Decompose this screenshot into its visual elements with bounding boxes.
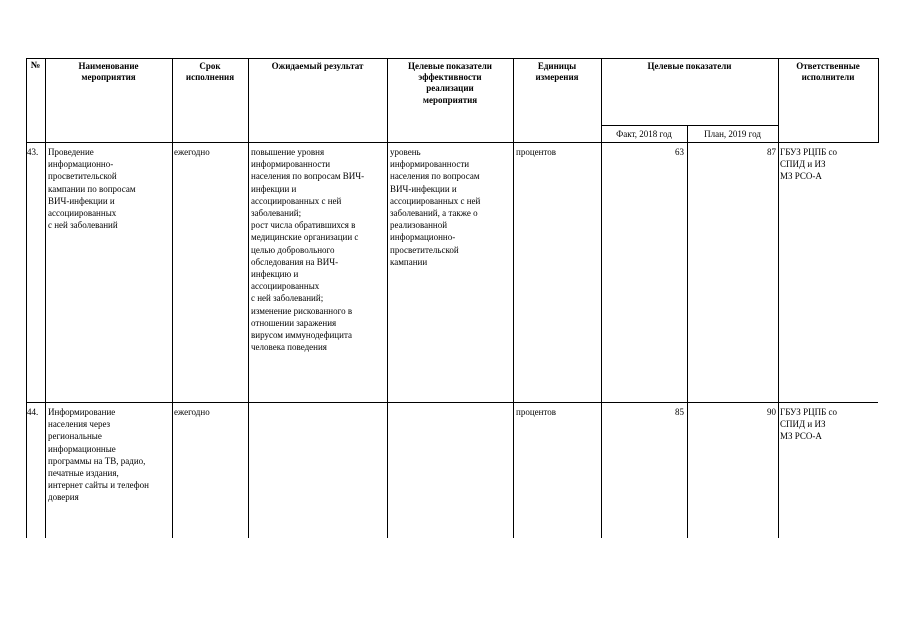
subheader-plan: План, 2019 год <box>704 129 761 139</box>
row-43-units: процентов <box>516 147 557 157</box>
col-border-4 <box>387 58 388 538</box>
col-border-9 <box>878 58 879 143</box>
header-indicators: Целевые показатели эффективности реализации мероприятия <box>408 61 492 105</box>
col-border-2 <box>172 58 173 538</box>
subheader-divider <box>601 125 778 126</box>
row-44-fact: 85 <box>675 407 684 417</box>
row-43-number: 43. <box>27 147 39 157</box>
row-43-name: Проведение информационно- просветительской кампании по вопросам ВИЧ-инфекции и ассоциированных с ней заболеваний <box>48 147 136 231</box>
col-border-3 <box>248 58 249 538</box>
row-43-result: повышение уровня информированности населения по вопросам ВИЧ- инфекции и ассоциированных с ней заболеваний; рост числа обратившихся в медицинские организации с целью добровольного обследования на ВИЧ- инфекцию и ассоциированных с ней заболеваний; изменение рискованного в отношении заражения вирусом иммунодефицита человека поведения <box>251 147 365 353</box>
header-result: Ожидаемый результат <box>271 61 364 71</box>
col-border-1 <box>45 58 46 538</box>
col-border-7 <box>687 125 688 538</box>
header-name: Наименование мероприятия <box>78 61 139 83</box>
header-executors: Ответственные исполнители <box>796 61 860 83</box>
row-43-plan: 87 <box>767 147 776 157</box>
row-44-term: ежегодно <box>174 407 210 417</box>
header-units: Единицы измерения <box>535 61 579 83</box>
header-term: Срок исполнения <box>185 61 235 83</box>
header-number: № <box>30 61 41 71</box>
row-43-fact: 63 <box>675 147 684 157</box>
col-border-8 <box>778 58 779 538</box>
row-44-number: 44. <box>27 407 39 417</box>
row-44-executors: ГБУЗ РЦПБ со СПИД и ИЗ МЗ РСО-А <box>780 407 837 442</box>
header-bottom-border <box>26 142 878 143</box>
row-43-executors: ГБУЗ РЦПБ со СПИД и ИЗ МЗ РСО-А <box>780 147 837 182</box>
col-border-0 <box>26 58 27 538</box>
table-top-border <box>26 58 878 59</box>
row-44-plan: 90 <box>767 407 776 417</box>
row-43-indicator: уровень информированности населения по вопросам ВИЧ-инфекции и ассоциированных с ней заболеваний, а также о реализованной информационно- просветительской кампании <box>390 147 481 267</box>
row-44-name: Информирование населения через региональные информационные программы на ТВ, радио, печатные издания, интернет сайты и телефон доверия <box>48 407 149 503</box>
row-43-term: ежегодно <box>174 147 210 157</box>
row-44-units: процентов <box>516 407 557 417</box>
row-divider <box>26 402 878 403</box>
col-border-5 <box>513 58 514 538</box>
header-targets: Целевые показатели <box>647 61 732 71</box>
subheader-fact: Факт, 2018 год <box>616 129 672 139</box>
